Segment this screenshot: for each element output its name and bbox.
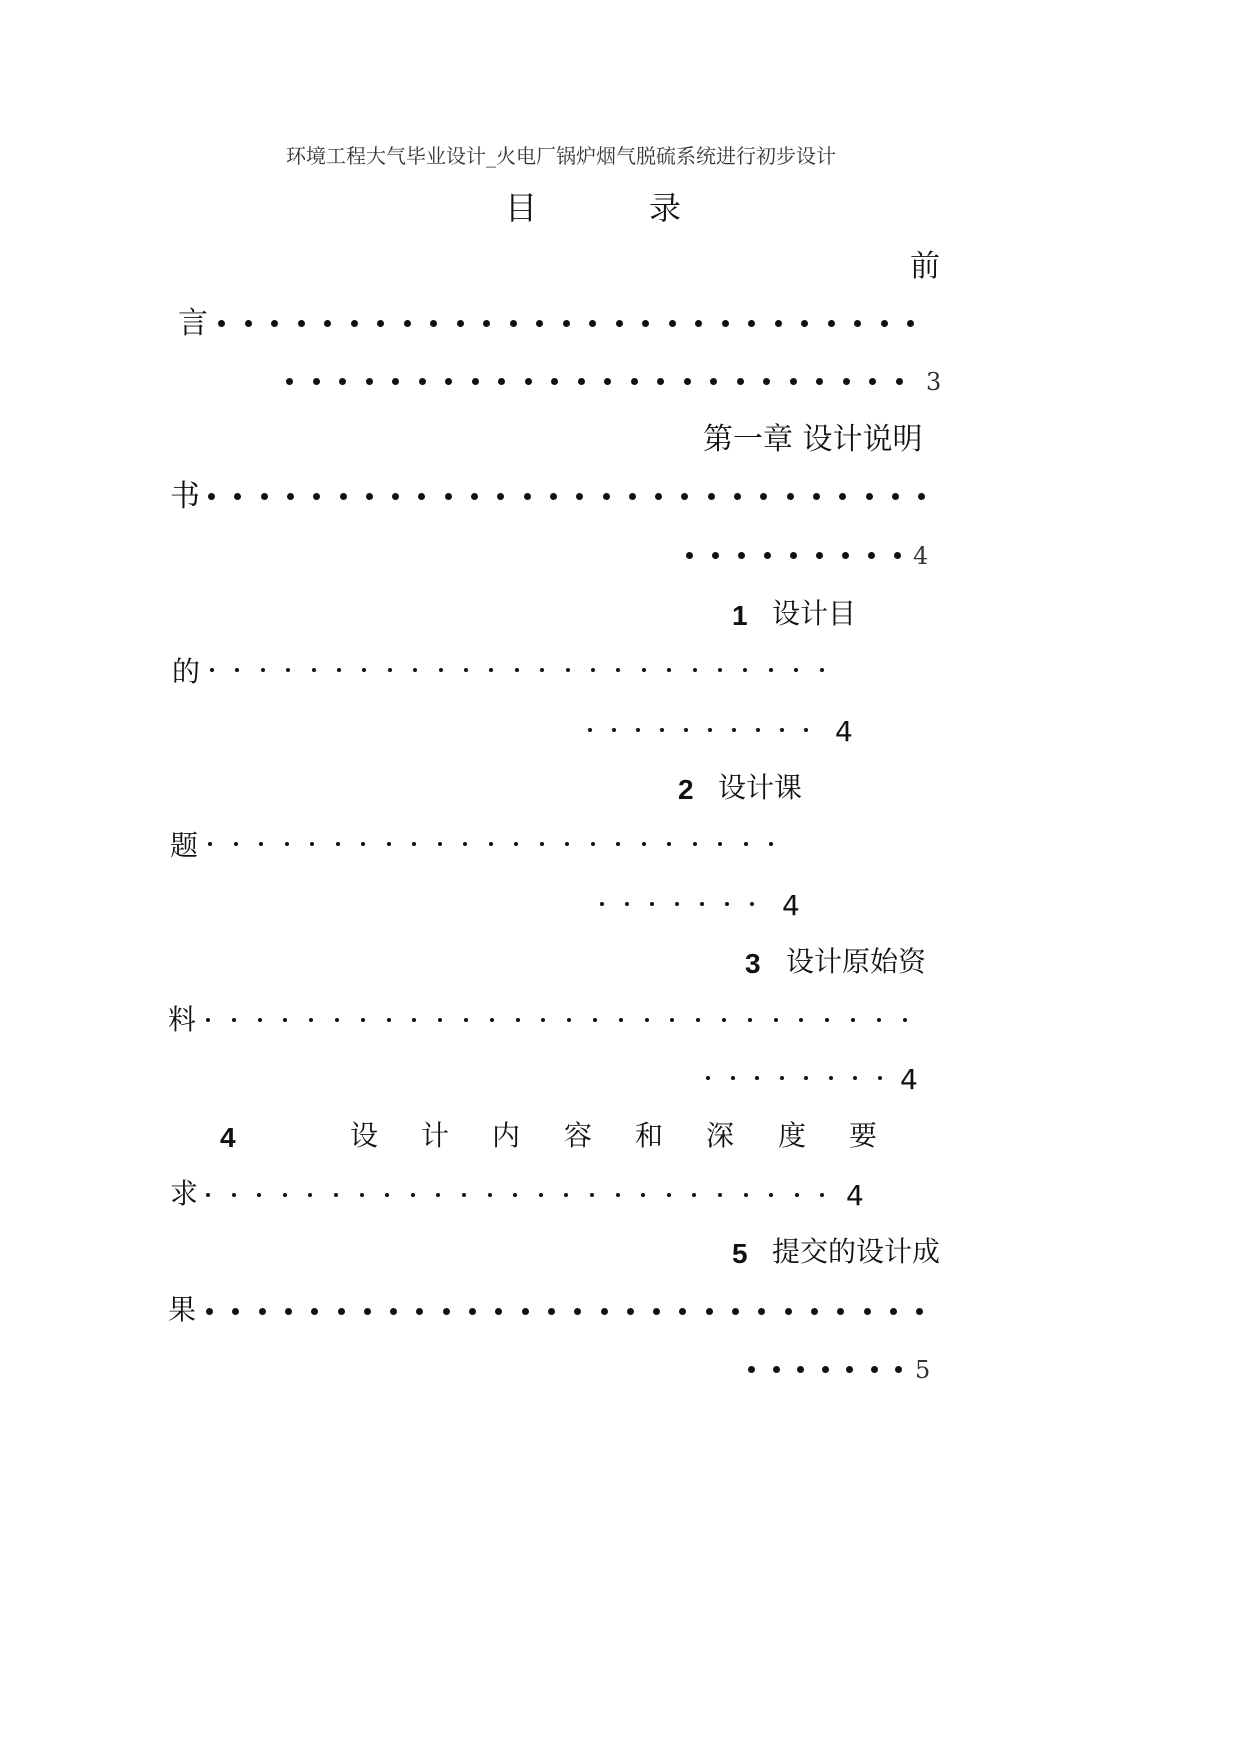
leader-dot: [775, 320, 782, 327]
toc-title: 目 录: [505, 189, 722, 227]
leader-dot: [593, 1018, 597, 1022]
toc-entry-3-label-part2: 料: [168, 1003, 197, 1036]
leader-dot: [744, 842, 748, 846]
leader-dot: [869, 378, 876, 385]
leader-dot: [631, 378, 638, 385]
leader-dot: [513, 1193, 517, 1197]
leader-dot: [731, 1076, 735, 1080]
leader-dot: [313, 378, 320, 385]
leader-dot: [660, 728, 664, 732]
leader-dot: [894, 552, 901, 559]
leader-dot: [804, 1076, 808, 1080]
leader-dot: [510, 320, 517, 327]
leader-dot: [324, 320, 331, 327]
leader-dot: [722, 320, 729, 327]
leader-dot: [616, 668, 620, 672]
leader-dot: [385, 1193, 389, 1197]
leader-dot: [285, 842, 289, 846]
leader-dot: [839, 493, 846, 500]
leader-dot: [208, 842, 212, 846]
leader-dot: [763, 378, 770, 385]
leader-dot: [515, 668, 519, 672]
leader-dot: [259, 1308, 266, 1315]
leader-dot: [390, 1308, 397, 1315]
leader-dot: [206, 1018, 210, 1022]
leader-dot: [854, 320, 861, 327]
leader-dot: [540, 668, 544, 672]
leader-dot: [722, 1018, 726, 1022]
leader-dot: [743, 668, 747, 672]
leader-dot: [232, 1018, 236, 1022]
leader-dot: [881, 320, 888, 327]
leader-dot: [567, 1018, 571, 1022]
leader-dot: [261, 668, 265, 672]
leader-dot: [392, 378, 399, 385]
leader-dot: [732, 728, 736, 732]
leader-dot: [601, 1308, 608, 1315]
leader-dot: [488, 1193, 492, 1197]
leader-dot: [820, 668, 824, 672]
leader-dot: [271, 320, 278, 327]
leader-dot: [516, 1018, 520, 1022]
leader-dot: [404, 320, 411, 327]
leader-dot: [837, 1308, 844, 1315]
toc-entry-chapter1-label-part2: 书: [170, 479, 200, 514]
leader-dot: [670, 1018, 674, 1022]
leader-dot: [257, 1193, 261, 1197]
leader-dot: [769, 668, 773, 672]
leader-dot: [706, 1308, 713, 1315]
leader-dot: [563, 320, 570, 327]
toc-entry-2-label-part1: 设计课: [718, 771, 803, 804]
leader-dot: [234, 493, 241, 500]
leader-dot: [566, 668, 570, 672]
leader-dot: [574, 1308, 581, 1315]
leader-dot: [436, 1193, 440, 1197]
leader-dot: [472, 378, 479, 385]
leader-dot: [591, 842, 595, 846]
leader-dot: [684, 728, 688, 732]
leader-dot: [758, 1308, 765, 1315]
leader-dot: [235, 668, 239, 672]
toc-entry-5-number: 5: [732, 1238, 748, 1269]
leader-dot: [790, 552, 797, 559]
leader-dot: [760, 493, 767, 500]
leader-dot: [308, 1193, 312, 1197]
leader-dot: [843, 378, 850, 385]
leader-dot: [828, 320, 835, 327]
leader-dot: [469, 1308, 476, 1315]
leader-dot: [619, 1018, 623, 1022]
leader-dot: [700, 902, 704, 906]
leader-dot: [439, 668, 443, 672]
leader-dot: [811, 1308, 818, 1315]
leader-dot: [737, 378, 744, 385]
leader-dot: [206, 1193, 210, 1197]
leader-dot: [769, 842, 773, 846]
leader-dot: [335, 1018, 339, 1022]
leader-dot: [310, 842, 314, 846]
leader-dot: [816, 552, 823, 559]
leader-dot: [576, 493, 583, 500]
leader-dot: [471, 493, 478, 500]
toc-entry-4-label-part2: 求: [170, 1177, 199, 1210]
leader-dot: [337, 668, 341, 672]
leader-dot: [667, 842, 671, 846]
leader-dot: [387, 842, 391, 846]
toc-entry-3-page: 4: [900, 1063, 918, 1096]
leader-dot: [787, 493, 794, 500]
leader-dot: [548, 1308, 555, 1315]
leader-dot: [636, 728, 640, 732]
leader-dot: [445, 493, 452, 500]
leader-dot: [462, 1193, 466, 1197]
leader-dot: [650, 902, 654, 906]
leader-dot: [286, 378, 293, 385]
leader-dot: [896, 378, 903, 385]
toc-entry-chapter1-page: 4: [913, 542, 929, 570]
leader-dot: [514, 842, 518, 846]
toc-entry-4-page: 4: [846, 1179, 864, 1212]
leader-dot: [361, 1018, 365, 1022]
leader-dot: [539, 1193, 543, 1197]
leader-dot: [695, 320, 702, 327]
leader-dot: [588, 728, 592, 732]
leader-dot: [232, 1193, 236, 1197]
leader-dot: [890, 1308, 897, 1315]
toc-entry-4-char: 和: [635, 1119, 664, 1152]
leader-dot: [916, 1308, 923, 1315]
leader-dot: [693, 842, 697, 846]
leader-dot: [738, 552, 745, 559]
leader-dot: [259, 842, 263, 846]
leader-dot: [829, 1076, 833, 1080]
leader-dot: [794, 668, 798, 672]
leader-dot: [616, 842, 620, 846]
leader-dot: [667, 668, 671, 672]
leader-dot: [540, 842, 544, 846]
leader-dot: [693, 668, 697, 672]
leader-dot: [667, 1193, 671, 1197]
leader-dot: [708, 728, 712, 732]
leader-dot: [298, 320, 305, 327]
leader-dot: [712, 552, 719, 559]
leader-dot: [769, 1193, 773, 1197]
leader-dot: [364, 1308, 371, 1315]
leader-dot: [340, 493, 347, 500]
leader-dot: [842, 552, 849, 559]
leader-dot: [625, 902, 629, 906]
leader-dot: [642, 668, 646, 672]
leader-dot: [616, 1193, 620, 1197]
leader-dot: [785, 1308, 792, 1315]
leader-dot: [681, 493, 688, 500]
leader-dot: [706, 1076, 710, 1080]
leader-dot: [851, 1018, 855, 1022]
leader-dot: [313, 493, 320, 500]
leader-dot: [362, 668, 366, 672]
leader-dot: [748, 1366, 755, 1373]
leader-dot: [801, 320, 808, 327]
leader-dot: [550, 493, 557, 500]
leader-dot: [732, 1308, 739, 1315]
leader-dot: [692, 1193, 696, 1197]
leader-dot: [541, 1018, 545, 1022]
leader-dot: [377, 320, 384, 327]
toc-entry-4-char: 要: [849, 1119, 878, 1152]
leader-dot: [457, 320, 464, 327]
leader-dot: [799, 1018, 803, 1022]
toc-entry-1-label-part1: 设计目: [772, 597, 857, 630]
leader-dot: [816, 378, 823, 385]
leader-dot: [892, 493, 899, 500]
leader-dot: [210, 668, 214, 672]
leader-dot: [744, 1193, 748, 1197]
leader-dot: [603, 493, 610, 500]
leader-dot: [696, 1018, 700, 1022]
leader-dot: [338, 1308, 345, 1315]
leader-dot: [311, 1308, 318, 1315]
leader-dot: [536, 320, 543, 327]
leader-dot: [780, 728, 784, 732]
toc-entry-preface-page: 3: [926, 368, 942, 396]
leader-dot: [206, 1308, 213, 1315]
leader-dot: [725, 902, 729, 906]
leader-dot: [524, 493, 531, 500]
leader-dot: [283, 1018, 287, 1022]
leader-dot: [669, 320, 676, 327]
leader-dot: [868, 552, 875, 559]
toc-entry-chapter1-label-part1: 第一章 设计说明: [703, 422, 923, 457]
page-header: 环境工程大气毕业设计_火电厂锅炉烟气脱硫系统进行初步设计: [286, 144, 836, 168]
leader-dot: [642, 842, 646, 846]
leader-dot: [684, 378, 691, 385]
leader-dot: [336, 842, 340, 846]
leader-dot: [679, 1308, 686, 1315]
toc-entry-3-label-part1: 设计原始资: [786, 945, 927, 978]
leader-dot: [764, 552, 771, 559]
leader-dot: [392, 493, 399, 500]
leader-dot: [245, 320, 252, 327]
leader-dot: [497, 493, 504, 500]
leader-dot: [846, 1366, 853, 1373]
toc-entry-4-char: 设: [350, 1119, 379, 1152]
leader-dot: [748, 1018, 752, 1022]
leader-dot: [483, 320, 490, 327]
leader-dot: [361, 842, 365, 846]
leader-dot: [877, 1018, 881, 1022]
leader-dot: [234, 842, 238, 846]
leader-dot: [718, 842, 722, 846]
leader-dot: [286, 668, 290, 672]
leader-dot: [578, 378, 585, 385]
leader-dot: [489, 668, 493, 672]
leader-dot: [525, 378, 532, 385]
toc-entry-4-number: 4: [220, 1122, 236, 1153]
leader-dot: [360, 1193, 364, 1197]
leader-dot: [871, 1366, 878, 1373]
leader-dot: [612, 728, 616, 732]
leader-dot: [285, 1308, 292, 1315]
leader-dot: [755, 1076, 759, 1080]
toc-entry-4-char: 计: [421, 1119, 450, 1152]
leader-dot: [813, 493, 820, 500]
leader-dot: [232, 1308, 239, 1315]
leader-dot: [718, 668, 722, 672]
leader-dot: [490, 1018, 494, 1022]
toc-entry-4-char: 内: [492, 1119, 521, 1152]
toc-entry-4-char: 深: [706, 1119, 735, 1152]
leader-dot: [438, 1018, 442, 1022]
toc-entry-4-char: 容: [564, 1119, 593, 1152]
leader-dot: [498, 378, 505, 385]
leader-dot: [820, 1193, 824, 1197]
leader-dot: [627, 1308, 634, 1315]
leader-dot: [645, 1018, 649, 1022]
leader-dot: [750, 902, 754, 906]
leader-dot: [416, 1308, 423, 1315]
leader-dot: [600, 902, 604, 906]
leader-dot: [387, 1018, 391, 1022]
leader-dot: [866, 493, 873, 500]
leader-dot: [653, 1308, 660, 1315]
leader-dot: [657, 378, 664, 385]
leader-dot: [495, 1308, 502, 1315]
leader-dot: [773, 1366, 780, 1373]
leader-dot: [780, 1076, 784, 1080]
toc-entry-1-number: 1: [732, 600, 748, 631]
toc-entry-4-char: 度: [778, 1119, 807, 1152]
leader-dot: [878, 1076, 882, 1080]
leader-dot: [411, 1193, 415, 1197]
leader-dot: [261, 493, 268, 500]
leader-dot: [551, 378, 558, 385]
leader-dot: [655, 493, 662, 500]
leader-dot: [208, 493, 215, 500]
leader-dot: [853, 1076, 857, 1080]
toc-entry-preface-label-part2: 言: [178, 306, 208, 341]
leader-dot: [565, 842, 569, 846]
toc-entry-2-label-part2: 题: [170, 829, 199, 862]
leader-dot: [412, 1018, 416, 1022]
leader-dot: [748, 320, 755, 327]
leader-dot: [438, 842, 442, 846]
leader-dot: [413, 668, 417, 672]
leader-dot: [366, 493, 373, 500]
leader-dot: [616, 320, 623, 327]
leader-dot: [825, 1018, 829, 1022]
leader-dot: [419, 378, 426, 385]
toc-entry-1-label-part2: 的: [172, 655, 201, 688]
leader-dot: [443, 1308, 450, 1315]
toc-entry-5-page: 5: [915, 1356, 931, 1384]
leader-dot: [718, 1193, 722, 1197]
leader-dot: [287, 493, 294, 500]
leader-dot: [464, 1018, 468, 1022]
leader-dot: [309, 1018, 313, 1022]
toc-entry-2-number: 2: [678, 774, 694, 805]
toc-entry-preface-label-part1: 前: [910, 249, 940, 284]
leader-dot: [218, 320, 225, 327]
leader-dot: [641, 1193, 645, 1197]
leader-dot: [591, 668, 595, 672]
leader-dot: [464, 668, 468, 672]
leader-dot: [604, 378, 611, 385]
leader-dot: [804, 728, 808, 732]
leader-dot: [675, 902, 679, 906]
toc-entry-1-page: 4: [835, 715, 853, 748]
leader-dot: [463, 842, 467, 846]
leader-dot: [756, 728, 760, 732]
leader-dot: [629, 493, 636, 500]
leader-dot: [642, 320, 649, 327]
toc-entry-5-label-part1: 提交的设计成: [772, 1235, 941, 1268]
leader-dot: [795, 1193, 799, 1197]
leader-dot: [822, 1366, 829, 1373]
toc-entry-2-page: 4: [782, 889, 800, 922]
leader-dot: [445, 378, 452, 385]
leader-dot: [918, 493, 925, 500]
leader-dot: [522, 1308, 529, 1315]
leader-dot: [351, 320, 358, 327]
leader-dot: [895, 1366, 902, 1373]
leader-dot: [864, 1308, 871, 1315]
leader-dot: [710, 378, 717, 385]
toc-entry-5-label-part2: 果: [168, 1293, 197, 1326]
leader-dot: [734, 493, 741, 500]
leader-dot: [388, 668, 392, 672]
leader-dot: [366, 378, 373, 385]
leader-dot: [430, 320, 437, 327]
leader-dot: [790, 378, 797, 385]
toc-entry-3-number: 3: [745, 948, 761, 979]
leader-dot: [312, 668, 316, 672]
leader-dot: [589, 320, 596, 327]
leader-dot: [339, 378, 346, 385]
leader-dot: [590, 1193, 594, 1197]
leader-dot: [907, 320, 914, 327]
leader-dot: [489, 842, 493, 846]
leader-dot: [258, 1018, 262, 1022]
leader-dot: [418, 493, 425, 500]
leader-dot: [334, 1193, 338, 1197]
leader-dot: [903, 1018, 907, 1022]
leader-dot: [708, 493, 715, 500]
leader-dot: [283, 1193, 287, 1197]
leader-dot: [686, 552, 693, 559]
leader-dot: [774, 1018, 778, 1022]
leader-dot: [412, 842, 416, 846]
leader-dot: [797, 1366, 804, 1373]
leader-dot: [564, 1193, 568, 1197]
